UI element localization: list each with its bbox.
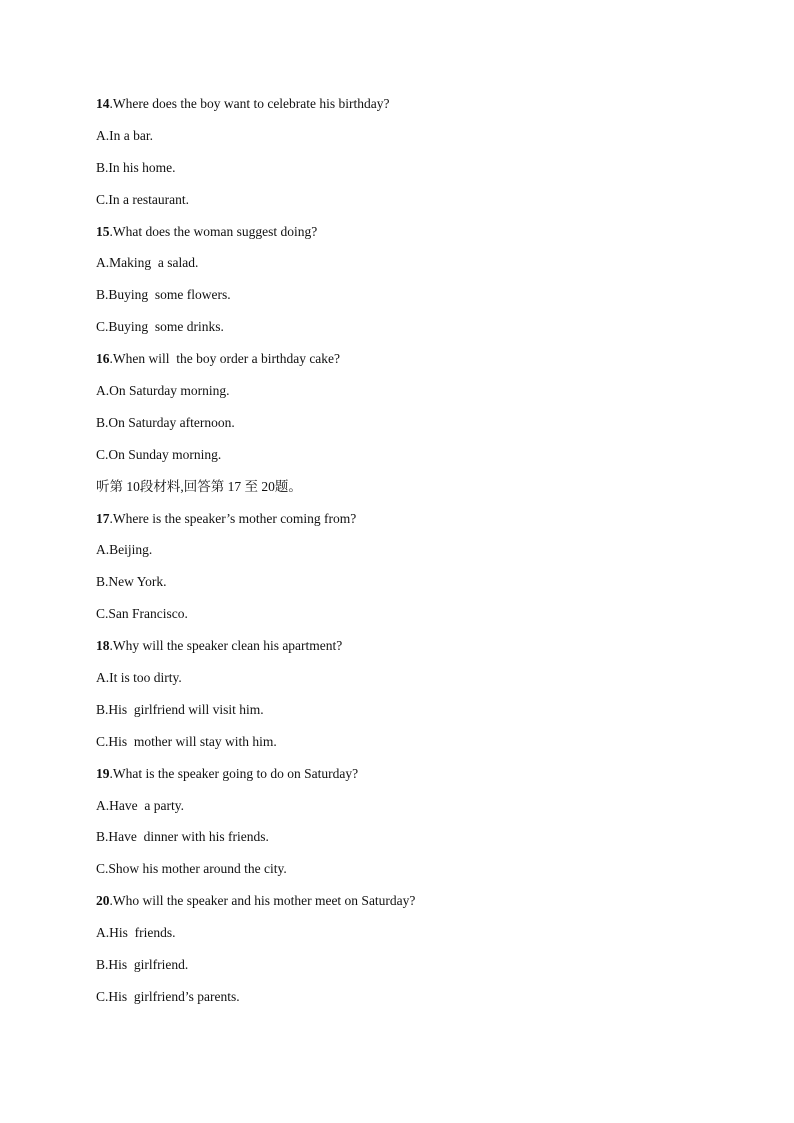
question-text: .What does the woman suggest doing? [109, 223, 318, 239]
question-text: .Where does the boy want to celebrate his birthday? [109, 96, 390, 111]
question-number: 14 [96, 96, 110, 111]
question-number: 16 [96, 351, 110, 367]
option-b: B.In his home. [96, 159, 176, 175]
question-text: .Where is the speaker’s mother coming from? [109, 510, 357, 526]
question-18 [96, 636, 736, 668]
option-b: B.His girlfriend. [96, 957, 189, 973]
question-19 [96, 764, 736, 796]
question-text: .When will the boy order a birthday cake? [109, 351, 341, 367]
question-number: 20 [96, 893, 110, 909]
question-list [96, 94, 736, 1019]
question-17 [96, 509, 736, 541]
option-c: C.San Francisco. [96, 606, 188, 622]
option-a: A.His friends. [96, 925, 176, 941]
option-a: A.Have a party. [96, 797, 184, 813]
option-b: B.New York. [96, 574, 167, 590]
option-c: C.Buying some drinks. [96, 319, 224, 335]
question-text: .What is the speaker going to do on Saturday? [109, 765, 359, 781]
question-15 [96, 222, 736, 254]
option-a: A.On Saturday morning. [96, 383, 230, 399]
question-text: .Who will the speaker and his mother meet on Saturday? [109, 893, 416, 909]
option-c: C.His mother will stay with him. [96, 733, 277, 749]
option-a: A.In a bar. [96, 127, 153, 143]
option-a: A.It is too dirty. [96, 670, 182, 686]
question-number: 19 [96, 765, 110, 781]
question-16 [96, 349, 736, 381]
option-a: A.Making a salad. [96, 255, 199, 271]
option-c: C.Show his mother around the city. [96, 861, 287, 877]
option-a: A.Beijing. [96, 542, 153, 558]
question-number: 17 [96, 510, 110, 526]
option-b: B.On Saturday afternoon. [96, 414, 235, 430]
option-b: B.His girlfriend will visit him. [96, 701, 264, 717]
question-number: 15 [96, 223, 110, 239]
question-number: 18 [96, 638, 110, 654]
question-14 [96, 94, 736, 126]
option-b: B.Buying some flowers. [96, 287, 231, 303]
section-instruction: 听第 10段材料,回答第 17 至 20题。 [96, 478, 302, 494]
option-c: C.In a restaurant. [96, 191, 189, 207]
option-b: B.Have dinner with his friends. [96, 829, 269, 845]
question-text: .Why will the speaker clean his apartment? [109, 638, 343, 654]
option-c: C.On Sunday morning. [96, 446, 222, 462]
question-20 [96, 891, 736, 923]
option-c: C.His girlfriend’s parents. [96, 988, 240, 1004]
